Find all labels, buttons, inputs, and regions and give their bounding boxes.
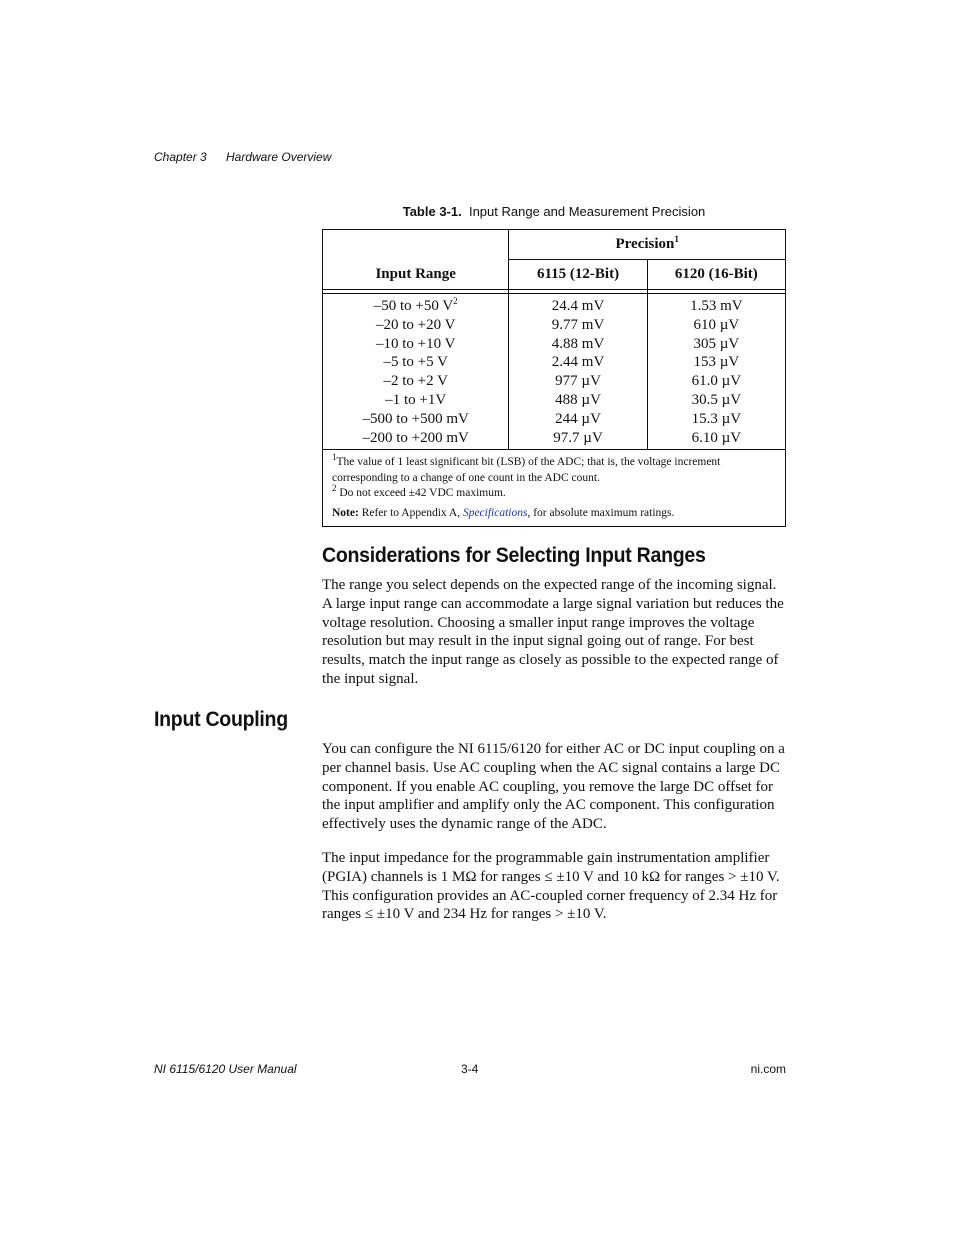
specifications-link[interactable]: Specifications: [462, 506, 528, 519]
range-cell: –1 to +1V: [385, 391, 447, 408]
precision-6120-cell: 15.3 µV: [691, 410, 742, 427]
precision-6115-cell: 244 µV: [555, 410, 601, 427]
footnote-1: $^1$The value of 1 least significant bit (LSB) of the ADC; that is, the voltage increment corresponding to a change of one count in the ADC count.: [332, 452, 721, 484]
range-cell: –10 to +10 V: [375, 335, 456, 352]
precision-6120-cell: 61.0 µV: [691, 373, 742, 390]
footer-website: ni.com: [750, 1062, 786, 1076]
precision-6120-cell: 305 µV: [693, 335, 740, 352]
table-caption: [322, 204, 786, 219]
footer-page-number: 3-4: [461, 1062, 479, 1076]
precision-6115-column: [509, 294, 647, 450]
footer-manual-title: NI 6115/6120 User Manual: [154, 1062, 297, 1076]
range-cell: –500 to +500 mV: [362, 410, 469, 427]
header-6120: 6120 (16-Bit): [647, 260, 785, 290]
range-cell: –20 to +20 V: [375, 316, 456, 333]
precision-6120-cell: 610 µV: [693, 316, 740, 333]
precision-footnote-mark: 1: [674, 234, 679, 244]
input-coupling-heading: Input Coupling: [154, 708, 288, 731]
range-cell: –50 to +50 $V^2$: [373, 296, 458, 314]
chapter-title: Hardware Overview: [226, 150, 332, 164]
footnote-2: $^2$ Do not exceed ±42 VDC maximum.: [332, 483, 506, 500]
precision-6115-cell: 488 µV: [555, 391, 601, 408]
table-note: Note: Refer to Appendix A, Specifications, for absolute maximum ratings.: [332, 506, 675, 519]
chapter-label: Chapter 3: [154, 150, 207, 164]
precision-6120-cell: 153 µV: [693, 354, 740, 371]
range-cell: –5 to +5 V: [383, 354, 448, 371]
precision-6120-cell: 1.53 mV: [690, 298, 743, 314]
header-input-range: Input Range: [323, 230, 509, 290]
coupling-paragraph-2: The input impedance for the programmable gain instrumentation amplifier (PGIA) channels is 1 MΩ for ranges ≤ ±10 V and 10 kΩ for ranges > ±10 V. This configuration provides an AC-coupled corner frequency of 2.34 Hz for ranges ≤ ±10 V and 234 Hz for ranges > ±10 V.: [322, 850, 780, 923]
precision-6115-cell: 2.44 mV: [551, 354, 605, 371]
header-precision: Precision$^1$: [509, 230, 786, 260]
coupling-paragraph-1: You can configure the NI 6115/6120 for either AC or DC input coupling on a per channel basis. Use AC coupling when the AC signal contains a large DC component. If you enable AC coupling, you remove the large DC offset for the input amplifier and amplify only the AC component. This configuration effectively uses the dynamic range of the ADC.: [322, 741, 785, 833]
input-range-table: [322, 229, 786, 527]
precision-6120-cell: 30.5 µV: [691, 391, 742, 408]
considerations-heading: Considerations for Selecting Input Ranges: [322, 544, 706, 567]
range-cell: –2 to +2 V: [383, 373, 448, 390]
table-notes: [323, 450, 786, 527]
considerations-paragraph: The range you select depends on the expected range of the incoming signal. A large input range can accommodate a large signal variation but reduces the voltage resolution. Choosing a smaller input range improves the voltage resolution but may result in the input signal going out of range. For best results, match the input range as closely as possible to the expected range of the input signal.: [322, 577, 784, 687]
precision-6120-cell: 6.10 µV: [691, 429, 742, 446]
precision-6115-cell: 97.7 µV: [553, 429, 603, 446]
precision-6120-column: [647, 294, 785, 450]
range-column: [323, 294, 509, 450]
precision-6115-cell: 9.77 mV: [551, 316, 605, 333]
table-caption-label: Table 3-1.: [402, 204, 462, 219]
precision-6115-cell: 24.4 mV: [551, 298, 605, 314]
precision-6115-cell: 977 µV: [555, 373, 601, 390]
precision-6115-cell: 4.88 mV: [551, 335, 605, 352]
header-6115: 6115 (12-Bit): [509, 260, 647, 290]
running-header: [154, 150, 331, 164]
range-cell: –200 to +200 mV: [362, 429, 469, 446]
table-caption-title: Input Range and Measurement Precision: [468, 204, 706, 219]
